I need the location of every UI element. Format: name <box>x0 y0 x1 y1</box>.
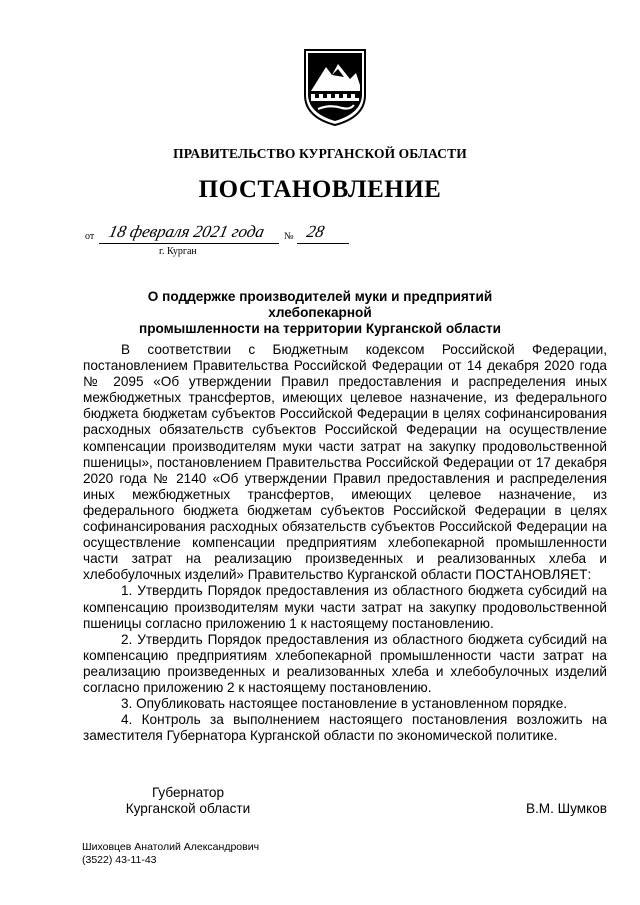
number-label: № <box>284 231 294 242</box>
government-title: ПРАВИТЕЛЬСТВО КУРГАНСКОЙ ОБЛАСТИ <box>173 146 467 161</box>
executor-info <box>82 841 259 867</box>
date-number-line <box>85 219 355 261</box>
item-paragraph-3: 3. Опубликовать настоящее постановление в установленном порядке. <box>121 696 568 712</box>
executor-phone: (3522) 43-11-43 <box>82 854 157 866</box>
date-underline <box>99 243 279 244</box>
city-label: г. Курган <box>159 246 197 257</box>
handwritten-date: 18 февраля 2021 года <box>107 222 267 241</box>
heading-line-1: О поддержке производителей муки и предприятий хлебопекарной <box>147 289 493 320</box>
coat-of-arms-icon <box>302 47 368 127</box>
signatory-position-line-1: Губернатор <box>151 785 225 800</box>
heading-line-2: промышленности на территории Курганской области <box>138 321 502 336</box>
date-from-label: от <box>85 231 95 242</box>
document-heading <box>95 289 545 337</box>
signatory-position <box>88 785 288 817</box>
document-body <box>83 342 607 744</box>
executor-name: Шиховцев Анатолий Александрович <box>82 841 260 853</box>
handwritten-number: 28 <box>305 222 327 241</box>
signatory-name: В.М. Шумков <box>525 801 607 816</box>
preamble-paragraph: В соответствии с Бюджетным кодексом Российской Федерации, постановлением Правительства Российской Федерации от 14 декабря 2020 года № 2095 «Об утверждении Правил предоставления и распределения иных межбюджетных трансфертов, имеющих целевое назначение, из федерального бюджета бюджетам субъектов Российской Федерации в целях софинансирования расходных обязательств субъектов Российской Федерации на осуществление компенсации производителям муки части затрат на закупку продовольственной пшеницы», постановлением Правительства Российской Федерации от 17 декабря 2020 года № 2140 «Об утверждении Правил предоставления и распределения иных межбюджетных трансфертов, имеющих целевое назначение, из федерального бюджета бюджетам субъектов Российской Федерации в целях софинансирования расходных обязательств субъектов Российской Федерации на осуществление компенсации предприятиям хлебопекарной промышленности части затрат на реализацию произведенных и реализованных хлеба и хлебобулочных изделий» Правительство Курганской области ПОСТАНОВЛЯЕТ: <box>83 342 607 583</box>
signatory-position-line-2: Курганской области <box>125 801 251 816</box>
item-paragraph-1: 1. Утвердить Порядок предоставления из областного бюджета субсидий на компенсацию производителям муки части затрат на закупку продовольственной пшеницы согласно приложению 1 к настоящему постановлению. <box>83 583 607 631</box>
number-underline <box>297 243 349 244</box>
document-type-title: ПОСТАНОВЛЕНИЕ <box>198 176 442 203</box>
item-paragraph-4: 4. Контроль за выполнением настоящего постановления возложить на заместителя Губернатора Курганской области по экономической политике. <box>83 712 607 744</box>
item-paragraph-2: 2. Утвердить Порядок предоставления из областного бюджета субсидий на компенсацию предприятиям хлебопекарной промышленности части затрат на реализацию произведенных и реализованных хлеба и хлебобулочных изделий согласно приложению 2 к настоящему постановлению. <box>83 631 607 695</box>
